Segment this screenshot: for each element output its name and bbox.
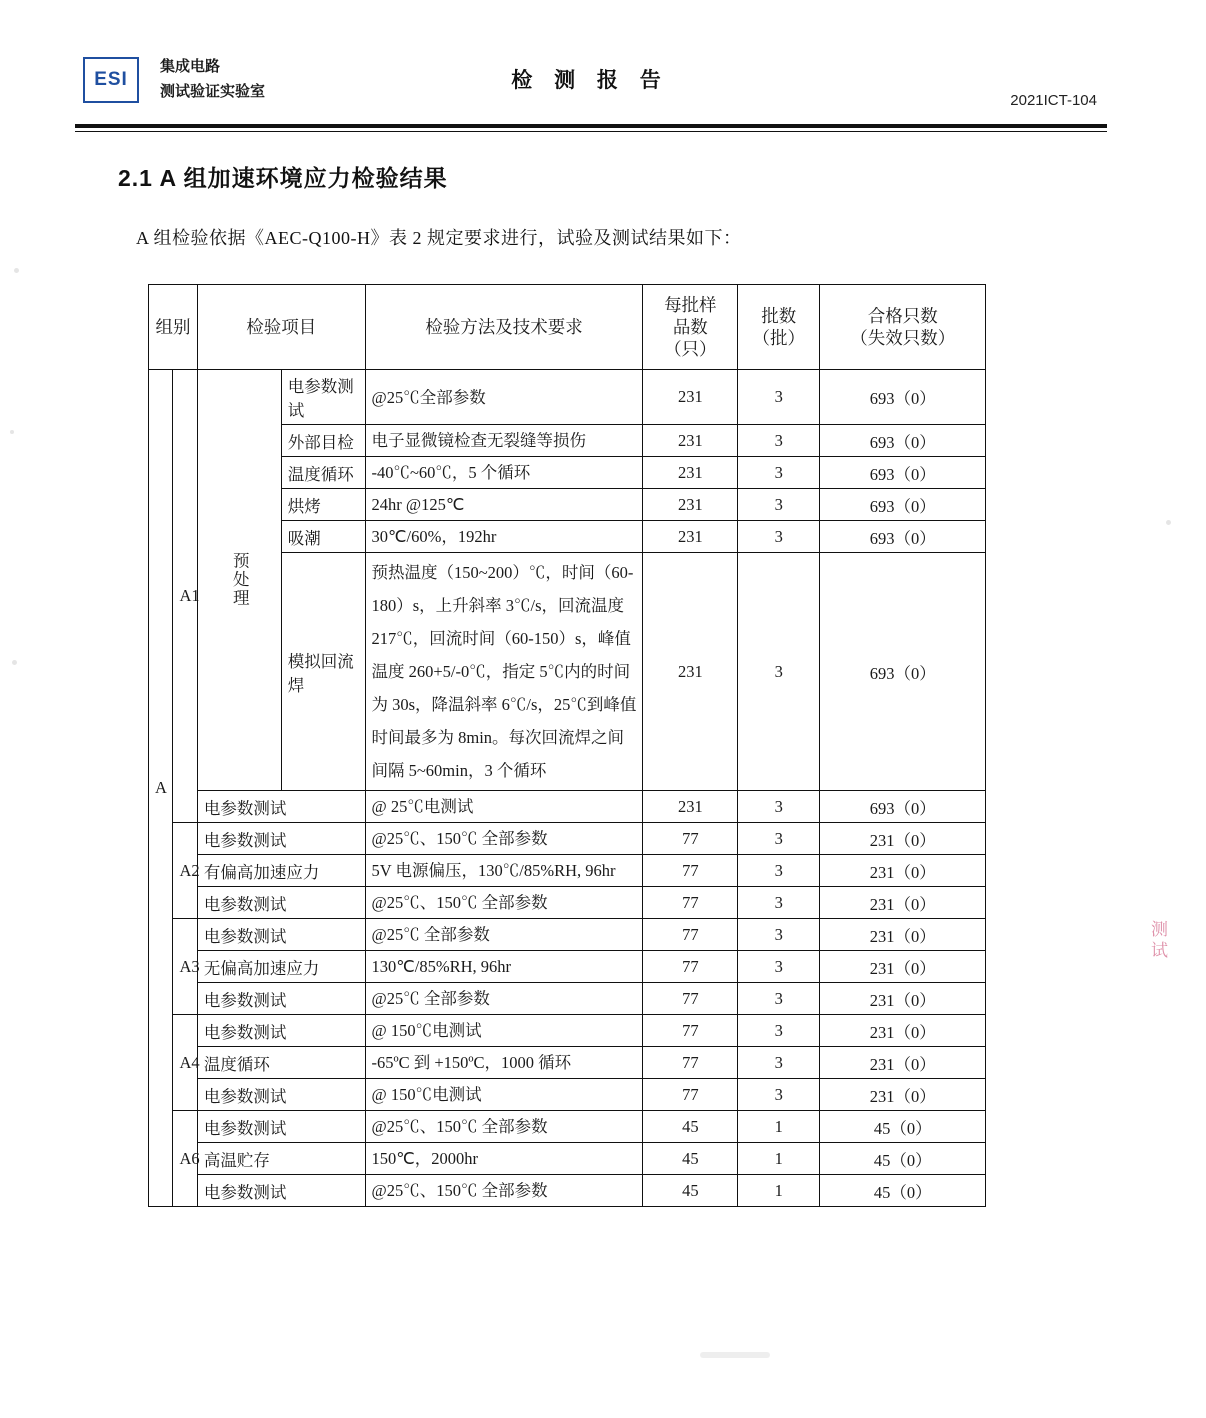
cell-pass: 231（0） [820, 1047, 986, 1079]
cell-pass: 693（0） [820, 425, 986, 457]
cell-qty: 77 [643, 983, 738, 1015]
table-row [149, 370, 986, 425]
cell-qty: 231 [643, 553, 738, 791]
cell-qty: 77 [643, 855, 738, 887]
cell-qty: 45 [643, 1143, 738, 1175]
table-header-row [149, 285, 986, 370]
cell-lots: 1 [738, 1143, 820, 1175]
cell-lots: 3 [738, 553, 820, 791]
subgroup-label-a6: A6 [173, 1111, 197, 1207]
header-divider-thin [75, 131, 1107, 132]
cell-pass: 693（0） [820, 521, 986, 553]
cell-item: 电参数测试 [197, 887, 365, 919]
cell-method: 30℃/60%，192hr [365, 521, 643, 553]
header-item: 检验项目 [197, 285, 365, 370]
cell-lots: 3 [738, 521, 820, 553]
page-header [75, 52, 1105, 124]
cell-method: @25℃、150℃ 全部参数 [365, 1175, 643, 1207]
cell-item: 高温贮存 [197, 1143, 365, 1175]
cell-lots: 3 [738, 1015, 820, 1047]
cell-item: 电参数测试 [197, 983, 365, 1015]
cell-method: -40℃~60℃，5 个循环 [365, 457, 643, 489]
cell-qty: 231 [643, 370, 738, 425]
table-row [149, 1143, 986, 1175]
cell-qty: 45 [643, 1111, 738, 1143]
cell-item: 外部目检 [281, 425, 365, 457]
cell-lots: 3 [738, 1047, 820, 1079]
header-group: 组别 [149, 285, 198, 370]
header-lots-line2: （批） [752, 328, 806, 348]
cell-method: @25℃全部参数 [365, 370, 643, 425]
cell-lots: 3 [738, 919, 820, 951]
cell-qty: 77 [643, 951, 738, 983]
cell-method: @25℃ 全部参数 [365, 919, 643, 951]
scan-speck [10, 430, 14, 434]
cell-pass: 45（0） [820, 1111, 986, 1143]
table-row [149, 951, 986, 983]
cell-lots: 3 [738, 951, 820, 983]
cell-pass: 231（0） [820, 919, 986, 951]
cell-pass: 231（0） [820, 1079, 986, 1111]
header-qty [643, 285, 738, 370]
cell-lots: 3 [738, 489, 820, 521]
cell-item: 电参数测试 [281, 370, 365, 425]
cell-item: 烘烤 [281, 489, 365, 521]
cell-pass: 231（0） [820, 1015, 986, 1047]
handwritten-stamp-mark: 测试 [1148, 920, 1167, 962]
cell-qty: 231 [643, 791, 738, 823]
cell-lots: 3 [738, 370, 820, 425]
cell-qty: 231 [643, 425, 738, 457]
table-row [149, 855, 986, 887]
table-row [149, 791, 986, 823]
table-row [149, 1175, 986, 1207]
header-qty-line3: （只） [664, 339, 717, 359]
cell-lots: 3 [738, 823, 820, 855]
cell-pass: 231（0） [820, 855, 986, 887]
cell-method: @25℃、150℃ 全部参数 [365, 887, 643, 919]
cell-lots: 3 [738, 887, 820, 919]
cell-item: 电参数测试 [197, 791, 365, 823]
cell-pass: 693（0） [820, 370, 986, 425]
cell-item: 电参数测试 [197, 823, 365, 855]
cell-item: 模拟回流焊 [281, 553, 365, 791]
cell-method: @ 25℃电测试 [365, 791, 643, 823]
cell-lots: 3 [738, 1079, 820, 1111]
cell-qty: 231 [643, 521, 738, 553]
header-pass-line2: （失效只数） [850, 328, 956, 348]
cell-qty: 77 [643, 887, 738, 919]
cell-item: 电参数测试 [197, 1111, 365, 1143]
cell-qty: 77 [643, 823, 738, 855]
cell-qty: 231 [643, 489, 738, 521]
table-row [149, 919, 986, 951]
cell-lots: 3 [738, 855, 820, 887]
cell-method: @25℃ 全部参数 [365, 983, 643, 1015]
table-row [149, 823, 986, 855]
cell-method: 24hr @125℃ [365, 489, 643, 521]
cell-method: 预热温度（150~200）℃，时间（60-180）s，上升斜率 3℃/s，回流温度 217℃，回流时间（60-150）s，峰值温度 260+5/-0℃，指定 5℃内的时间为 30s，降温斜率 6℃/s，25℃到峰值时间最多为 8min。每次回流焊之间间隔 5~60min，3 个循环 [365, 553, 643, 791]
header-pass [820, 285, 986, 370]
subgroup-label-a4: A4 [173, 1015, 197, 1111]
cell-item: 电参数测试 [197, 1015, 365, 1047]
cell-method: 5V 电源偏压，130℃/85%RH, 96hr [365, 855, 643, 887]
document-code: 2021ICT-104 [1010, 92, 1097, 109]
cell-method: @ 150℃电测试 [365, 1079, 643, 1111]
cell-method: @25℃、150℃ 全部参数 [365, 823, 643, 855]
document-title: 检 测 报 告 [511, 69, 669, 92]
cell-qty: 45 [643, 1175, 738, 1207]
cell-qty: 77 [643, 1015, 738, 1047]
header-lots-line1: 批数 [761, 306, 797, 326]
header-lots [738, 285, 820, 370]
cell-pass: 693（0） [820, 457, 986, 489]
cell-qty: 77 [643, 1079, 738, 1111]
table-row [149, 887, 986, 919]
pretreatment-label-text: 预处理 [230, 552, 250, 608]
cell-qty: 77 [643, 1047, 738, 1079]
header-qty-line2: 品数 [672, 317, 708, 337]
cell-lots: 3 [738, 425, 820, 457]
cell-item: 电参数测试 [197, 1079, 365, 1111]
table-row [149, 983, 986, 1015]
scan-speck [12, 660, 17, 665]
cell-item: 电参数测试 [197, 919, 365, 951]
cell-item: 无偏高加速应力 [197, 951, 365, 983]
cell-item: 温度循环 [281, 457, 365, 489]
cell-item: 吸潮 [281, 521, 365, 553]
cell-lots: 1 [738, 1111, 820, 1143]
cell-lots: 1 [738, 1175, 820, 1207]
cell-pass: 693（0） [820, 553, 986, 791]
cell-pass: 231（0） [820, 983, 986, 1015]
scan-speck [14, 268, 19, 273]
cell-pass: 231（0） [820, 823, 986, 855]
cell-method: -65ºC 到 +150ºC，1000 循环 [365, 1047, 643, 1079]
cell-pass: 693（0） [820, 489, 986, 521]
cell-qty: 231 [643, 457, 738, 489]
header-divider-thick [75, 124, 1107, 128]
cell-lots: 3 [738, 983, 820, 1015]
table-row [149, 1079, 986, 1111]
cell-method: @ 150℃电测试 [365, 1015, 643, 1047]
logo-text: ESI [94, 69, 128, 90]
header-qty-line1: 每批样 [664, 295, 717, 315]
cell-qty: 77 [643, 919, 738, 951]
cell-pass: 693（0） [820, 791, 986, 823]
table-row [149, 1111, 986, 1143]
inspection-results-table [148, 284, 986, 1207]
cell-method: 电子显微镜检查无裂缝等损伤 [365, 425, 643, 457]
section-heading: 2.1 A 组加速环境应力检验结果 [118, 165, 448, 191]
table-row [149, 1047, 986, 1079]
cell-item: 温度循环 [197, 1047, 365, 1079]
header-method: 检验方法及技术要求 [365, 285, 643, 370]
pretreatment-label [197, 370, 281, 791]
scan-speck [1166, 520, 1171, 525]
table-body [149, 370, 986, 1207]
group-label-a: A [149, 370, 173, 1207]
lab-name-line2: 测试验证实验室 [160, 83, 266, 100]
subgroup-label-a2: A2 [173, 823, 197, 919]
cell-pass: 45（0） [820, 1143, 986, 1175]
cell-pass: 231（0） [820, 951, 986, 983]
section-intro: A 组检验依据《AEC-Q100-H》表 2 规定要求进行，试验及测试结果如下： [136, 228, 742, 248]
table-head [149, 285, 986, 370]
subgroup-label-a3: A3 [173, 919, 197, 1015]
cell-method: 130℃/85%RH, 96hr [365, 951, 643, 983]
cell-method: 150℃，2000hr [365, 1143, 643, 1175]
cell-method: @25℃、150℃ 全部参数 [365, 1111, 643, 1143]
lab-name-line1: 集成电路 [160, 58, 221, 75]
header-pass-line1: 合格只数 [867, 306, 938, 326]
cell-lots: 3 [738, 791, 820, 823]
cell-pass: 231（0） [820, 887, 986, 919]
scan-speck [700, 1352, 770, 1358]
table-row [149, 1015, 986, 1047]
subgroup-label-a1: A1 [173, 370, 197, 823]
cell-item: 有偏高加速应力 [197, 855, 365, 887]
cell-pass: 45（0） [820, 1175, 986, 1207]
cell-lots: 3 [738, 457, 820, 489]
cell-item: 电参数测试 [197, 1175, 365, 1207]
